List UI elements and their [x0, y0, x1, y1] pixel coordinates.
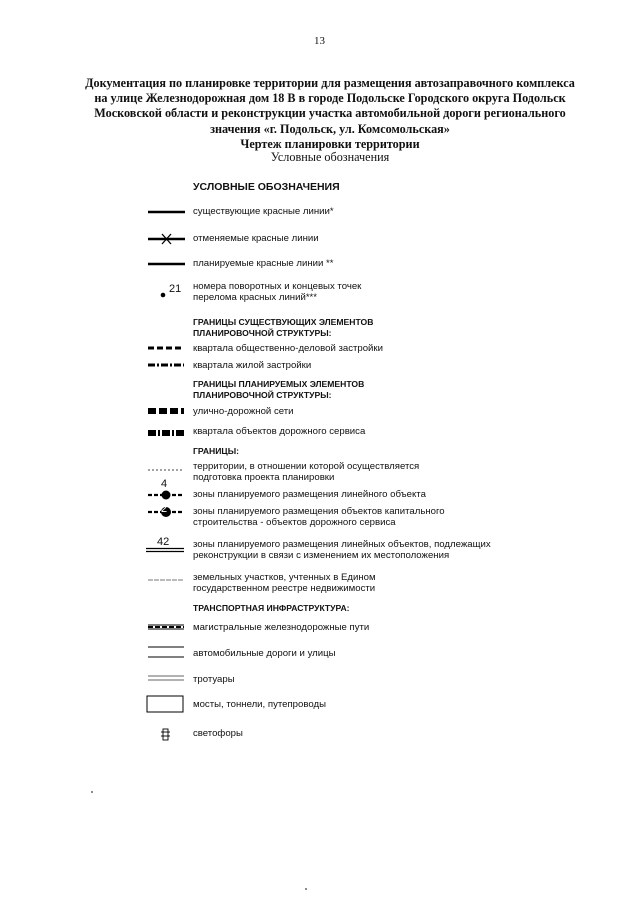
text-line: зоны планируемого размещения линейных объектов, подлежащих [193, 539, 491, 550]
legend-item-cancelled-red-lines: отменяемые красные линии [193, 233, 319, 244]
text-line: зоны планируемого размещения объектов капитального [193, 506, 445, 517]
legend-item-turn-points [193, 281, 361, 303]
section-borders: ГРАНИЦЫ: [193, 446, 239, 456]
title-line: Документация по планировке территории для размещения автозаправочного комплекса [85, 76, 575, 90]
document-subtitle: Условные обозначения [270, 150, 390, 164]
relocation-zone-number: 42 [157, 536, 170, 548]
title-line: на улице Железнодорожная дом 18 В в городе Подольске Городского округа Подольск [94, 91, 566, 106]
capital-zone-number: 2 [161, 503, 168, 515]
title-line: значения «г. Подольск, ул. Комсомольская» [210, 121, 450, 136]
page-number: 13 [314, 35, 325, 47]
text-line: номера поворотных и концевых точек [193, 281, 362, 292]
text-line: подготовка проекта планировки [193, 472, 335, 484]
thick-solid-line-icon [148, 259, 186, 269]
section-line: ГРАНИЦЫ ПЛАНИРУЕМЫХ ЭЛЕМЕНТОВ [193, 379, 365, 389]
legend-item-bridges: мосты, тоннели, путепроводы [193, 699, 326, 710]
bold-dash-dot-line-icon [148, 428, 186, 438]
bold-dash-line-icon [148, 406, 186, 416]
legend-item-sidewalks: тротуары [193, 674, 235, 685]
turn-point-icon [160, 292, 168, 300]
legend-item-railway: магистральные железнодорожные пути [193, 622, 370, 633]
text-line: реконструкции в связи с изменением их местоположения [193, 550, 450, 562]
bridge-icon [146, 695, 186, 715]
title-line: Чертеж планировки территории [240, 136, 420, 151]
dotted-line-icon [148, 467, 186, 473]
legend-item-land-plots [193, 572, 376, 594]
text-line: земельных участков, учтенных в Едином [193, 572, 376, 583]
legend-item-existing-red-lines: существующие красные линии* [193, 206, 334, 217]
linear-zone-number: 4 [161, 478, 168, 490]
crossed-line-icon [148, 232, 186, 246]
legend-item-traffic-lights: светофоры [193, 728, 243, 739]
scan-speck [91, 791, 93, 793]
legend-item-street-network: улично-дорожной сети [193, 406, 294, 417]
text-line: государственном реестре недвижимости [193, 583, 376, 595]
document-title [60, 76, 600, 152]
thick-solid-line-icon [148, 207, 186, 217]
scan-speck [305, 888, 307, 890]
thin-line-icon [148, 578, 186, 582]
section-transport: ТРАНСПОРТНАЯ ИНФРАСТРУКТУРА: [193, 603, 350, 613]
legend-item-roads: автомобильные дороги и улицы [193, 648, 336, 659]
road-icon [148, 645, 186, 659]
legend-heading: УСЛОВНЫЕ ОБОЗНАЧЕНИЯ [193, 181, 340, 193]
legend-item-linear-object-zone: зоны планируемого размещения линейного объекта [193, 489, 426, 500]
text-line: территории, в отношении которой осуществляется [193, 461, 420, 472]
text-line: перелома красных линий*** [193, 292, 318, 304]
title-line: Московской области и реконструкции участка автомобильной дороги регионального [94, 106, 566, 121]
sidewalk-icon [148, 674, 186, 682]
legend-item-planned-red-lines: планируемые красные линии ** [193, 258, 334, 269]
legend-item-capital-construction-zone [193, 506, 445, 528]
traffic-light-icon [161, 728, 171, 742]
legend-item-planning-territory [193, 461, 419, 483]
legend-item-business-quarter: квартала общественно-деловой застройки [193, 343, 383, 354]
legend-item-road-service-quarter: квартала объектов дорожного сервиса [193, 426, 366, 437]
section-line: ПЛАНИРОВОЧНОЙ СТРУКТУРЫ: [193, 390, 332, 400]
section-planned-elements [193, 379, 364, 401]
turn-point-number: 21 [169, 283, 182, 295]
dot-dash-line-icon [148, 489, 186, 501]
section-existing-elements [193, 317, 373, 339]
section-line: ГРАНИЦЫ СУЩЕСТВУЮЩИХ ЭЛЕМЕНТОВ [193, 317, 374, 327]
double-line-icon [146, 547, 186, 553]
dash-line-icon [148, 344, 186, 352]
dash-dot-line-icon [148, 361, 186, 369]
section-line: ПЛАНИРОВОЧНОЙ СТРУКТУРЫ: [193, 328, 332, 338]
legend-item-residential-quarter: квартала жилой застройки [193, 360, 312, 371]
text-line: строительства - объектов дорожного сервиса [193, 517, 396, 529]
railway-icon [148, 623, 186, 631]
legend-item-relocation-zone [193, 539, 491, 561]
